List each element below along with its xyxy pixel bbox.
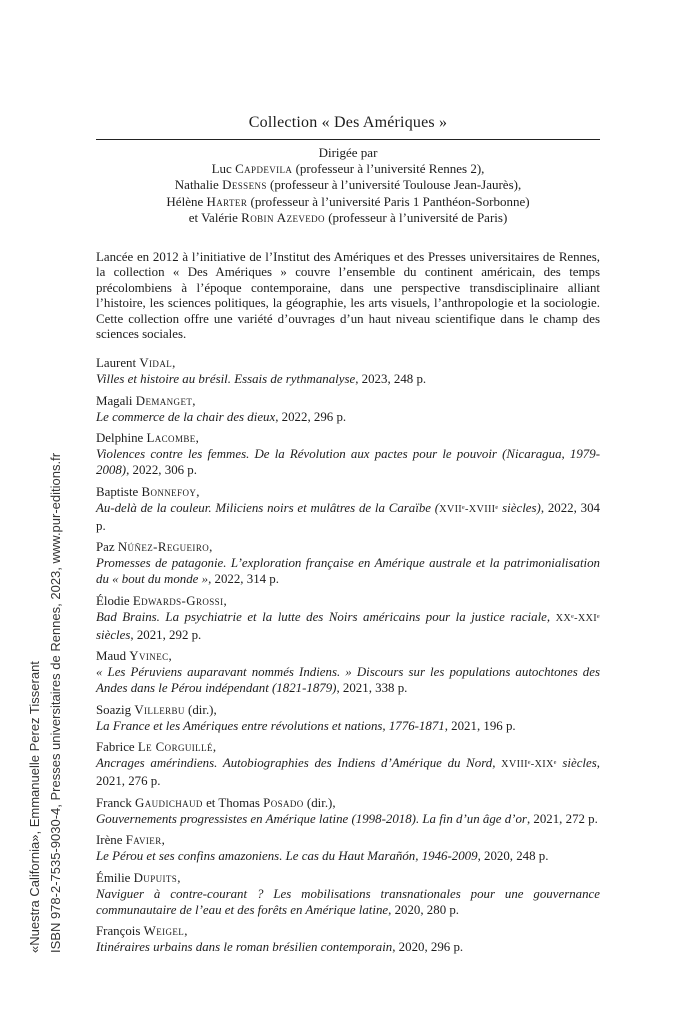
- book-author: [96, 484, 600, 500]
- text-segment: Itinéraires urbains dans le roman brésilien contemporain: [96, 940, 393, 955]
- text-segment: ,: [184, 924, 188, 939]
- book-title: [96, 555, 600, 587]
- text-segment: Vidal: [139, 356, 173, 371]
- text-segment: Gouvernements progressistes en Amérique latine (1998-2018). La fin d’un âge d’or: [96, 811, 527, 826]
- text-segment: ,: [168, 649, 172, 664]
- text-segment: Demanget: [135, 393, 193, 408]
- text-segment: , 2022, 306 p.: [126, 463, 197, 478]
- book-entry: [96, 393, 600, 425]
- book-title: [96, 848, 600, 864]
- book-author: [96, 539, 600, 555]
- text-segment: Villerbu: [134, 702, 185, 717]
- book-author: [96, 593, 600, 609]
- text-segment: Bad Brains. La psychiatrie et la lutte des Noirs américains pour la justice raciale,: [96, 609, 556, 624]
- text-segment: ,: [209, 540, 213, 555]
- book-author: [96, 870, 600, 886]
- text-segment: Élodie: [96, 593, 133, 608]
- text-segment: siècles: [96, 627, 131, 642]
- book-entry: [96, 539, 600, 587]
- sidebar-credit: [24, 433, 66, 953]
- text-segment: Le commerce de la chair des dieux: [96, 409, 276, 424]
- text-segment: , 2021, 338 p.: [336, 681, 408, 696]
- book-author: [96, 739, 600, 755]
- text-segment: ,: [196, 484, 200, 499]
- book-title: [96, 939, 600, 955]
- book-author: [96, 795, 600, 811]
- book-title: [96, 811, 600, 827]
- text-segment: ,: [223, 593, 227, 608]
- text-segment: Luc: [211, 161, 236, 177]
- text-segment: Baptiste: [96, 484, 142, 499]
- text-segment: (dir.),: [303, 795, 336, 810]
- text-segment: (professeur à l’université Paris 1 Panthéon-Sorbonne): [247, 193, 530, 209]
- text-segment: ,: [177, 870, 181, 885]
- text-segment: ,: [172, 356, 176, 371]
- text-segment: Violences contre les femmes. De la Révolution aux pactes pour le pouvoir (Nicaragua, 1979-2008): [96, 447, 600, 478]
- book-entry: [96, 593, 600, 643]
- text-segment: siècles: [556, 756, 597, 771]
- text-segment: Harter: [206, 193, 248, 209]
- book-entry: [96, 923, 600, 955]
- text-segment: Capdevila: [235, 161, 293, 177]
- text-segment: Gaudichaud: [135, 795, 203, 810]
- book-title: [96, 446, 600, 478]
- text-segment: « Les Péruviens auparavant nommés Indiens. » Discours sur les populations autochtones des Andes dans le Pérou indépendant (1821-1879): [96, 665, 600, 696]
- text-segment: XVIIᵉ-XVIIIᵉ: [439, 503, 499, 515]
- text-segment: Favier: [125, 833, 162, 848]
- text-segment: Au-delà de la couleur. Miliciens noirs et mulâtres de la Caraïbe (: [96, 500, 440, 515]
- text-segment: et Valérie: [188, 209, 242, 225]
- text-segment: Franck: [96, 795, 136, 810]
- text-segment: Irène: [96, 833, 126, 848]
- director-line: [96, 210, 600, 226]
- text-segment: , 2021, 196 p.: [444, 718, 516, 733]
- text-segment: Dessens: [222, 177, 267, 193]
- text-segment: (dir.),: [184, 702, 217, 717]
- book-title: [96, 500, 600, 534]
- text-segment: (professeur à l’université Rennes 2),: [292, 161, 485, 177]
- book-entry: [96, 795, 600, 827]
- text-segment: Le Pérou et ses confins amazoniens. Le cas du Haut Marañón, 1946-2009: [96, 849, 478, 864]
- text-segment: Paz: [96, 540, 118, 555]
- director-line: [96, 194, 600, 210]
- book-entry: [96, 832, 600, 864]
- sidebar-isbn-line: ISBN 978-2-7535-9030-4, Presses universitaires de Rennes, 2023, www.pur-editions.fr: [48, 452, 63, 953]
- book-author: [96, 923, 600, 939]
- text-segment: XVIIIᵉ-XIXᵉ: [501, 759, 557, 771]
- text-segment: siècles): [498, 500, 541, 515]
- text-segment: Maud: [96, 649, 130, 664]
- book-author: [96, 430, 600, 446]
- text-segment: Le Corguillé: [137, 740, 213, 755]
- text-segment: Yvinec: [129, 649, 169, 664]
- text-segment: Weigel: [143, 924, 185, 939]
- book-title: [96, 409, 600, 425]
- text-segment: , 2022, 296 p.: [275, 409, 347, 424]
- book-list: [96, 355, 600, 955]
- book-entry: [96, 739, 600, 789]
- book-author: [96, 393, 600, 409]
- book-entry: [96, 648, 600, 696]
- text-segment: Promesses de patagonie. L’exploration française en Amérique australe et la patrimonialisation du « bout du monde »: [96, 556, 600, 587]
- book-entry: [96, 430, 600, 478]
- book-author: [96, 832, 600, 848]
- text-segment: (professeur à l’université Toulouse Jean-Jaurès),: [266, 177, 522, 193]
- collection-description: Lancée en 2012 à l’initiative de l’Institut des Amériques et des Presses universitaires de Rennes, la collection « Des Amériques » couvre l’ensemble du continent américain, des temps précolombiens à l’époque contemporaine, dans une perspective transdisciplinaire alliant l’histoire, les sciences politiques, la géographie, les arts visuels, l’anthropologie et la sociologie. Cette collection offre une variété d’ouvrages d’un haut niveau scientifique dans le champ des sciences sociales.: [96, 250, 600, 342]
- text-segment: Robin Azevedo: [241, 209, 325, 225]
- text-segment: , 2021, 272 p.: [526, 811, 598, 826]
- text-segment: Posado: [263, 795, 304, 810]
- text-segment: Hélène: [166, 193, 207, 209]
- book-title: [96, 609, 600, 643]
- text-segment: , 2021, 292 p.: [130, 627, 202, 642]
- text-segment: ,: [212, 740, 217, 755]
- text-segment: ,: [192, 393, 196, 408]
- book-title: [96, 371, 600, 387]
- text-segment: ,: [195, 431, 199, 446]
- text-segment: Villes et histoire au brésil. Essais de rythmanalyse: [96, 372, 356, 387]
- text-segment: La France et les Amériques entre révolutions et nations, 1776-1871: [96, 718, 445, 733]
- book-author: [96, 702, 600, 718]
- text-segment: , 2023, 248 p.: [355, 372, 427, 387]
- text-segment: Fabrice: [96, 740, 138, 755]
- text-segment: (professeur à l’université de Paris): [324, 209, 508, 225]
- text-segment: Naviguer à contre-courant ? Les mobilisations transnationales pour une gouvernance communautaire de l’eau et des forêts en Amérique latine: [96, 886, 600, 917]
- book-author: [96, 355, 600, 371]
- directed-by-label: Dirigée par: [318, 145, 378, 160]
- text-segment: Bonnefoy: [141, 484, 197, 499]
- director-line: [96, 161, 600, 177]
- text-segment: François: [96, 924, 144, 939]
- book-title: [96, 718, 600, 734]
- text-segment: et Thomas: [202, 795, 264, 810]
- book-entry: [96, 484, 600, 534]
- text-segment: , 2020, 248 p.: [477, 849, 549, 864]
- text-segment: Émilie: [96, 870, 134, 885]
- book-author: [96, 648, 600, 664]
- text-segment: Delphine: [96, 431, 147, 446]
- book-title: [96, 755, 600, 789]
- title-rule: [96, 139, 600, 140]
- text-segment: Ancrages amérindiens. Autobiographies des Indiens d’Amérique du Nord,: [96, 756, 502, 771]
- director-line: [96, 177, 600, 193]
- text-segment: ,: [161, 833, 165, 848]
- book-title: [96, 664, 600, 696]
- text-segment: Magali: [96, 393, 136, 408]
- text-segment: Dupuits: [133, 870, 178, 885]
- text-segment: Nathalie: [174, 177, 223, 193]
- text-segment: Laurent: [96, 356, 140, 371]
- text-segment: Lacombe: [146, 431, 196, 446]
- text-segment: , 2022, 314 p.: [208, 572, 279, 587]
- book-entry: [96, 355, 600, 387]
- text-segment: XXᵉ-XXIᵉ: [555, 612, 600, 624]
- text-segment: Soazig: [96, 702, 135, 717]
- text-segment: Núñez-Regueiro: [117, 540, 210, 555]
- book-entry: [96, 702, 600, 734]
- text-segment: , 2020, 296 p.: [392, 940, 464, 955]
- sidebar-book-credit-line: «Nuestra California», Emmanuelle Perez Tisserant: [27, 661, 42, 953]
- page-content: [96, 114, 600, 961]
- text-segment: , 2022, 304 p.: [96, 500, 600, 533]
- book-title: [96, 886, 600, 918]
- book-entry: [96, 870, 600, 918]
- text-segment: , 2021, 276 p.: [96, 756, 600, 789]
- collection-title: Collection « Des Amériques »: [248, 114, 448, 131]
- text-segment: , 2020, 280 p.: [388, 902, 460, 917]
- text-segment: Edwards-Grossi: [132, 593, 224, 608]
